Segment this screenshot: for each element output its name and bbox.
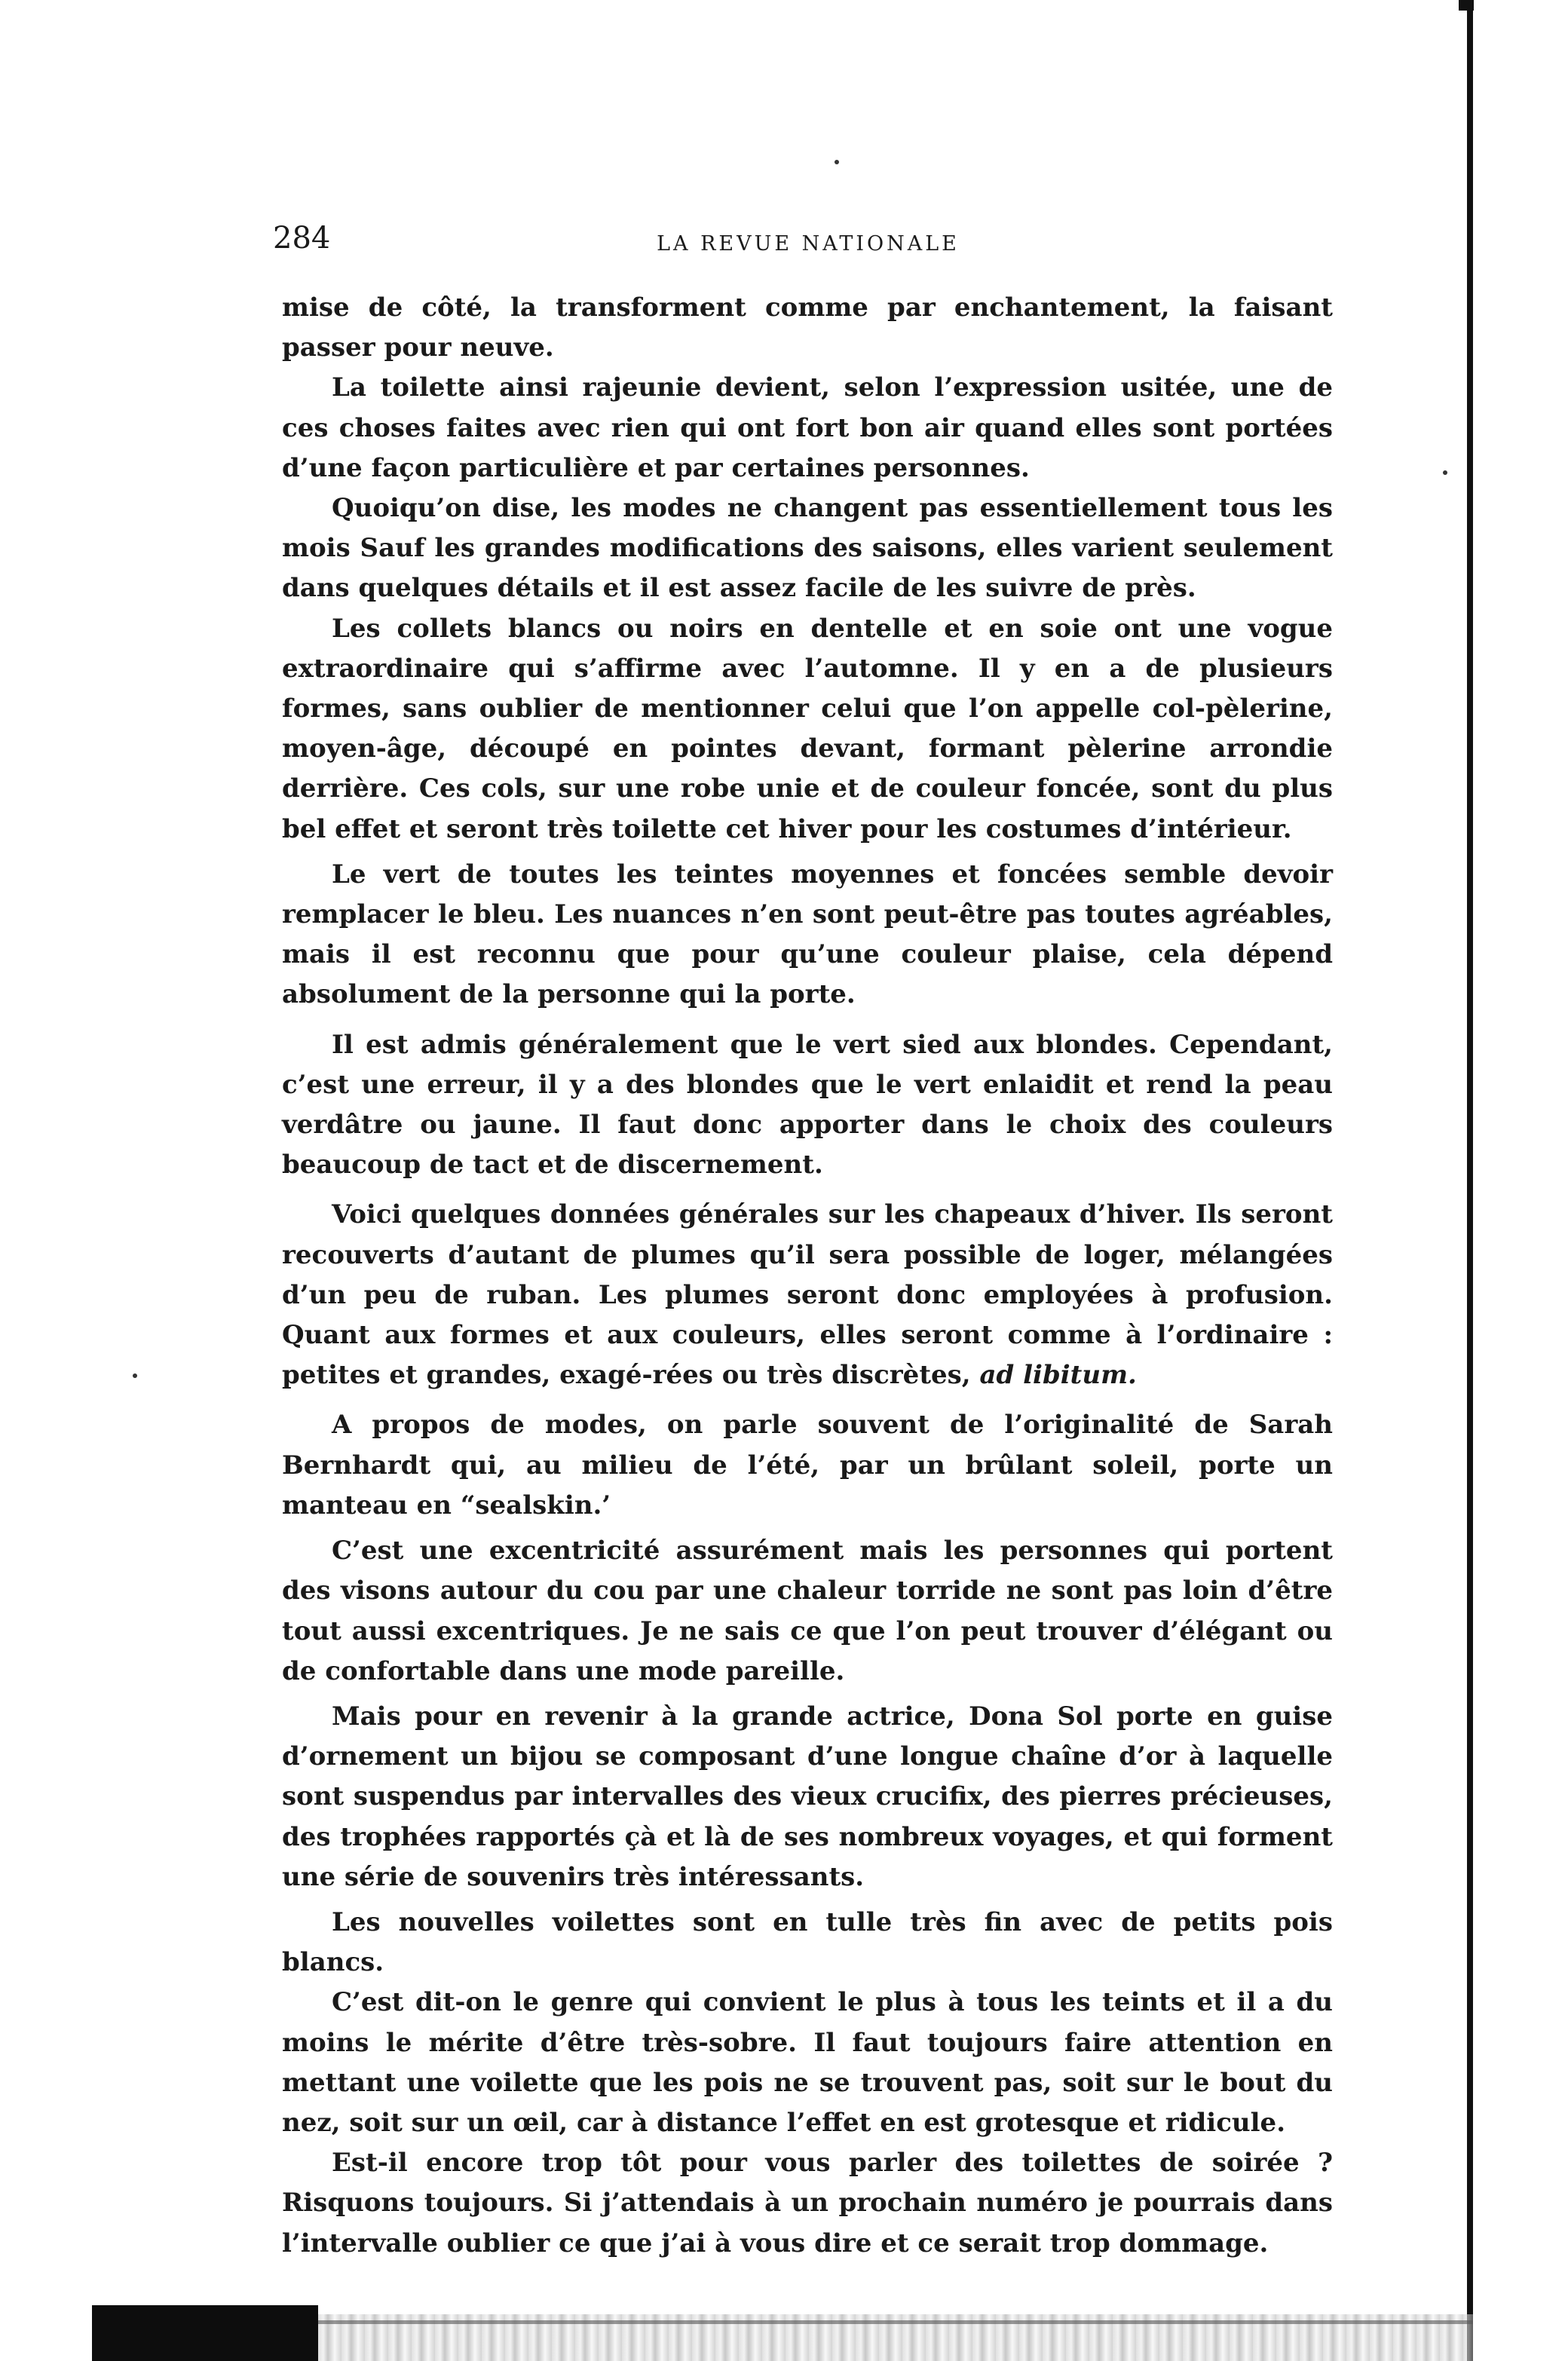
paragraph-10: Mais pour en revenir à la grande actrice, Dona Sol porte en guise d’ornement un bijou se composant d’une longue chaîne d’or à laquelle sont suspendus par intervalles des vieux crucifix, des pierres précieuses, des trophées rapportés çà et là de ses nombreux voyages, et qui forment une série de souvenirs très intéressants. [282,1701,1333,1892]
paragraph-1: mise de côté, la transforment comme par enchantement, la faisant passer pour neuve. [282,292,1333,363]
page-edge-border [1467,0,1473,2361]
paragraph-7-text: Voici quelques données générales sur les chapeaux d’hiver. Ils seront recouverts d’autant de plumes qu’il sera possible de loger, mélangées d’un peu de ruban. Les plumes seront donc employées à profusion. Quant aux formes et aux couleurs, elles seront comme à l’ordinaire : petites et grandes, exagé-rées ou très discrètes, [282,1199,1333,1391]
paragraph-12: C’est dit-on le genre qui convient le plus à tous les teints et il a du moins le mérite d’être très-sobre. Il faut toujours faire attention en mettant une voilette que les pois ne se trouvent pas, soit sur le bout du nez, soit sur un œil, car à distance l’effet en est grotesque et ridicule. [282,1987,1333,2138]
italic-phrase: ad libitum. [979,1360,1137,1391]
scan-artifact-line [318,2320,1473,2324]
scan-speck [133,1373,137,1378]
paragraph-9: C’est une excentricité assurément mais les personnes qui portent des visons autour du cou par une chaleur torride ne sont pas loin d’être tout aussi excentriques. Je ne sais ce que l’on peut trouver d’élégant ou de confortable dans une mode pareille. [282,1536,1333,1686]
article-body [282,288,1333,2264]
paragraph-8: A propos de modes, on parle souvent de l’originalité de Sarah Bernhardt qui, au milieu de l’été, par un brûlant soleil, porte un manteau en “sealskin.’ [282,1410,1333,1520]
paragraph-6: Il est admis généralement que le vert sied aux blondes. Cependant, c’est une erreur, il y a des blondes que le vert enlaidit et rend la peau verdâtre ou jaune. Il faut donc apporter dans le choix des couleurs beaucoup de tact et de discernement. [282,1029,1333,1180]
scan-speck [835,160,839,164]
paragraph-2: La toilette ainsi rajeunie devient, selon l’expression usitée, une de ces choses faites avec rien qui ont fort bon air quand elles sont portées d’une façon particulière et par certaines personnes. [282,372,1333,483]
page-number: 284 [273,221,331,256]
scan-artifact-block [92,2305,318,2361]
scan-artifact-strip [92,2302,1473,2361]
paragraph-7 [282,1195,1333,1395]
paragraph-4: Les collets blancs ou noirs en dentelle et en soie ont une vogue extraordinaire qui s’affirme avec l’automne. Il y en a de plusieurs formes, sans oublier de mentionner celui que l’on appelle col-pèlerine, moyen-âge, découpé en pointes devant, formant pèlerine arrondie derrière. Ces cols, sur une robe unie et de couleur foncée, sont du plus bel effet et seront très toilette cet hiver pour les costumes d’intérieur. [282,613,1333,844]
paragraph-3: Quoiqu’on dise, les modes ne changent pas essentiellement tous les mois Sauf les grandes modifications des saisons, elles varient seulement dans quelques détails et il est assez facile de les suivre de près. [282,493,1333,604]
scan-speck [1443,470,1447,475]
page-header [273,217,1343,262]
paragraph-11: Les nouvelles voilettes sont en tulle très fin avec de petits pois blancs. [282,1906,1333,1978]
paragraph-5: Le vert de toutes les teintes moyennes et foncées semble devoir remplacer le bleu. Les nuances n’en sont peut-être pas toutes agréables, mais il est reconnu que pour qu’une couleur plaise, cela dépend absolument de la personne qui la porte. [282,859,1333,1010]
paragraph-13: Est-il encore trop tôt pour vous parler des toilettes de soirée ? Risquons toujours. Si j’attendais à un prochain numéro je pourrais dans l’intervalle oublier ce que j’ai à vous dire et ce serait trop dommage. [282,2148,1333,2258]
running-head: LA REVUE NATIONALE [657,232,960,256]
